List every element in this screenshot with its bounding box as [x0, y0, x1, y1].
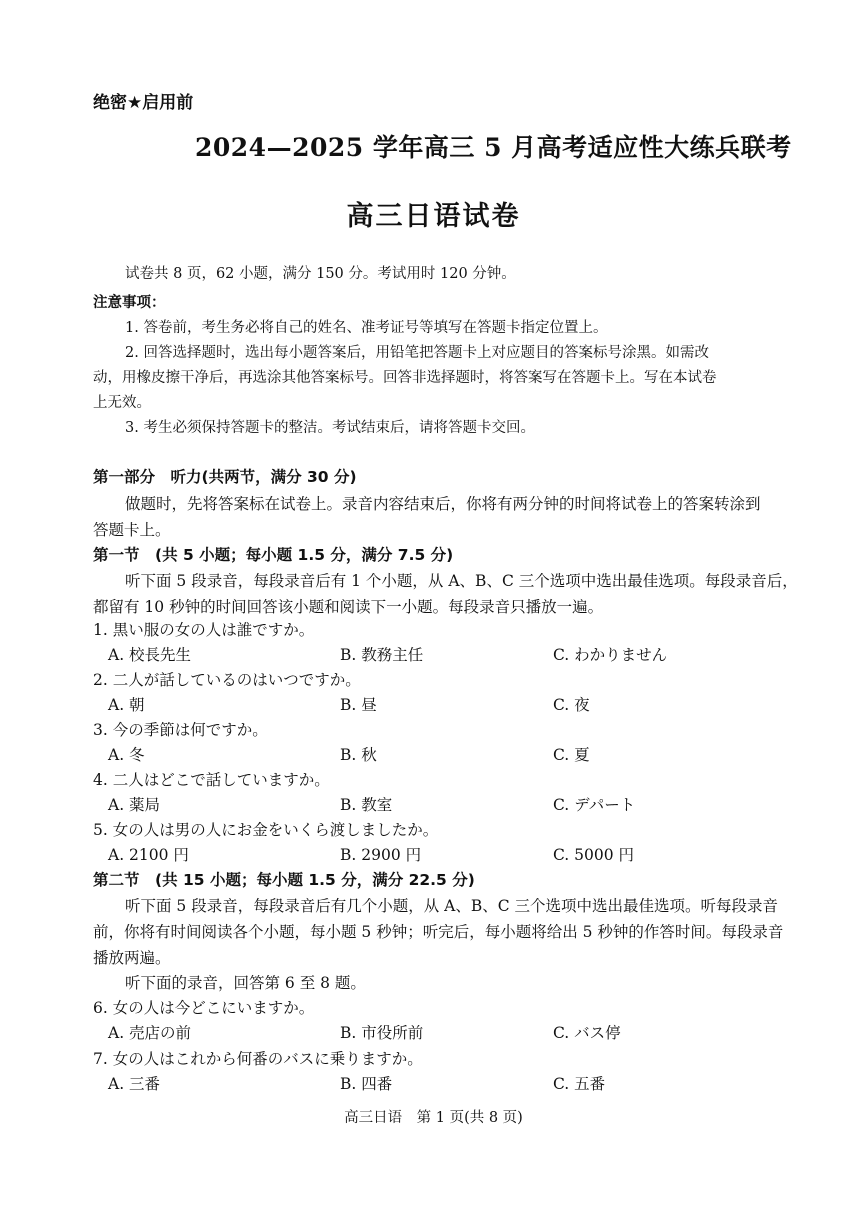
question-4-option-a: A. 薬局 [108, 796, 161, 814]
question-4: 4. 二人はどこで話していますか。 [93, 771, 330, 789]
question-3-option-c: C. 夏 [553, 746, 590, 764]
question-5: 5. 女の人は男の人にお金をいくら渡しましたか。 [93, 821, 439, 839]
question-6-option-a: A. 売店の前 [108, 1024, 192, 1042]
section1-heading: 第一节 (共 5 小题；每小题 1.5 分，满分 7.5 分) [93, 546, 454, 564]
question-6-option-c: C. バス停 [553, 1024, 621, 1042]
question-4-option-b: B. 教室 [340, 796, 393, 814]
part1-instr-line-1: 做题时，先将答案标在试卷上。录音内容结束后，你将有两分钟的时间将试卷上的答案转涂到 [125, 495, 761, 513]
question-1-option-a: A. 校長先生 [108, 646, 192, 664]
question-1-option-b: B. 教務主任 [340, 646, 424, 664]
section2-instr-line-2: 前，你将有时间阅读各个小题，每小题 5 秒钟；听完后，每小题将给出 5 秒钟的作答时间。每段录音 [93, 923, 784, 941]
paper-title: 高三日语试卷 [346, 201, 521, 232]
exam-title: 2024—2025 学年高三 5 月高考适应性大练兵联考 [195, 133, 792, 162]
question-2: 2. 二人が話しているのはいつですか。 [93, 671, 361, 689]
question-5-option-c: C. 5000 円 [553, 846, 635, 864]
part1-heading: 第一部分 听力(共两节，满分 30 分) [93, 468, 357, 486]
note-3: 3. 考生必须保持答题卡的整洁。考试结束后，请将答题卡交回。 [125, 420, 535, 436]
question-5-option-b: B. 2900 円 [340, 846, 422, 864]
secret-label: 绝密★启用前 [93, 93, 194, 113]
section1-instr-line-1: 听下面 5 段录音，每段录音后有 1 个小题，从 A、B、C 三个选项中选出最佳选项。每段录音后， [125, 572, 798, 590]
question-3: 3. 今の季節は何ですか。 [93, 721, 268, 739]
page-footer: 高三日语 第 1 页(共 8 页) [344, 1110, 523, 1126]
section2-instr-line-3: 播放两遍。 [93, 949, 171, 967]
part1-instr-line-2: 答题卡上。 [93, 521, 171, 539]
question-4-option-c: C. デパート [553, 796, 636, 814]
question-6-option-b: B. 市役所前 [340, 1024, 424, 1042]
section2-heading: 第二节 (共 15 小题；每小题 1.5 分，满分 22.5 分) [93, 871, 475, 889]
question-7: 7. 女の人はこれから何番のバスに乗りますか。 [93, 1050, 423, 1068]
question-3-option-b: B. 秋 [340, 746, 377, 764]
notes-heading: 注意事项： [93, 295, 166, 311]
question-3-option-a: A. 冬 [108, 746, 145, 764]
question-2-option-b: B. 昼 [340, 696, 377, 714]
question-1-option-c: C. わかりません [553, 646, 668, 664]
question-2-option-c: C. 夜 [553, 696, 590, 714]
note-2-line-3: 上无效。 [93, 395, 151, 411]
question-1: 1. 黒い服の女の人は誰ですか。 [93, 621, 315, 639]
note-2-line-2: 动，用橡皮擦干净后，再选涂其他答案标号。回答非选择题时，将答案写在答题卡上。写在本试卷 [93, 370, 717, 386]
question-7-option-b: B. 四番 [340, 1075, 393, 1093]
question-6: 6. 女の人は今どこにいますか。 [93, 999, 315, 1017]
section2-instr-line-1: 听下面 5 段录音，每段录音后有几个小题，从 A、B、C 三个选项中选出最佳选项。听每段录音 [125, 897, 779, 915]
question-7-option-a: A. 三番 [108, 1075, 161, 1093]
question-2-option-a: A. 朝 [108, 696, 145, 714]
note-1: 1. 答卷前，考生务必将自己的姓名、准考证号等填写在答题卡指定位置上。 [125, 320, 608, 336]
section2-sub-instr: 听下面的录音，回答第 6 至 8 题。 [125, 974, 366, 992]
intro-summary: 试卷共 8 页，62 小题，满分 150 分。考试用时 120 分钟。 [125, 266, 516, 282]
section1-instr-line-2: 都留有 10 秒钟的时间回答该小题和阅读下一小题。每段录音只播放一遍。 [93, 598, 604, 616]
question-7-option-c: C. 五番 [553, 1075, 606, 1093]
note-2-line-1: 2. 回答选择题时，选出每小题答案后，用铅笔把答题卡上对应题目的答案标号涂黑。如需改 [125, 345, 709, 361]
question-5-option-a: A. 2100 円 [108, 846, 189, 864]
